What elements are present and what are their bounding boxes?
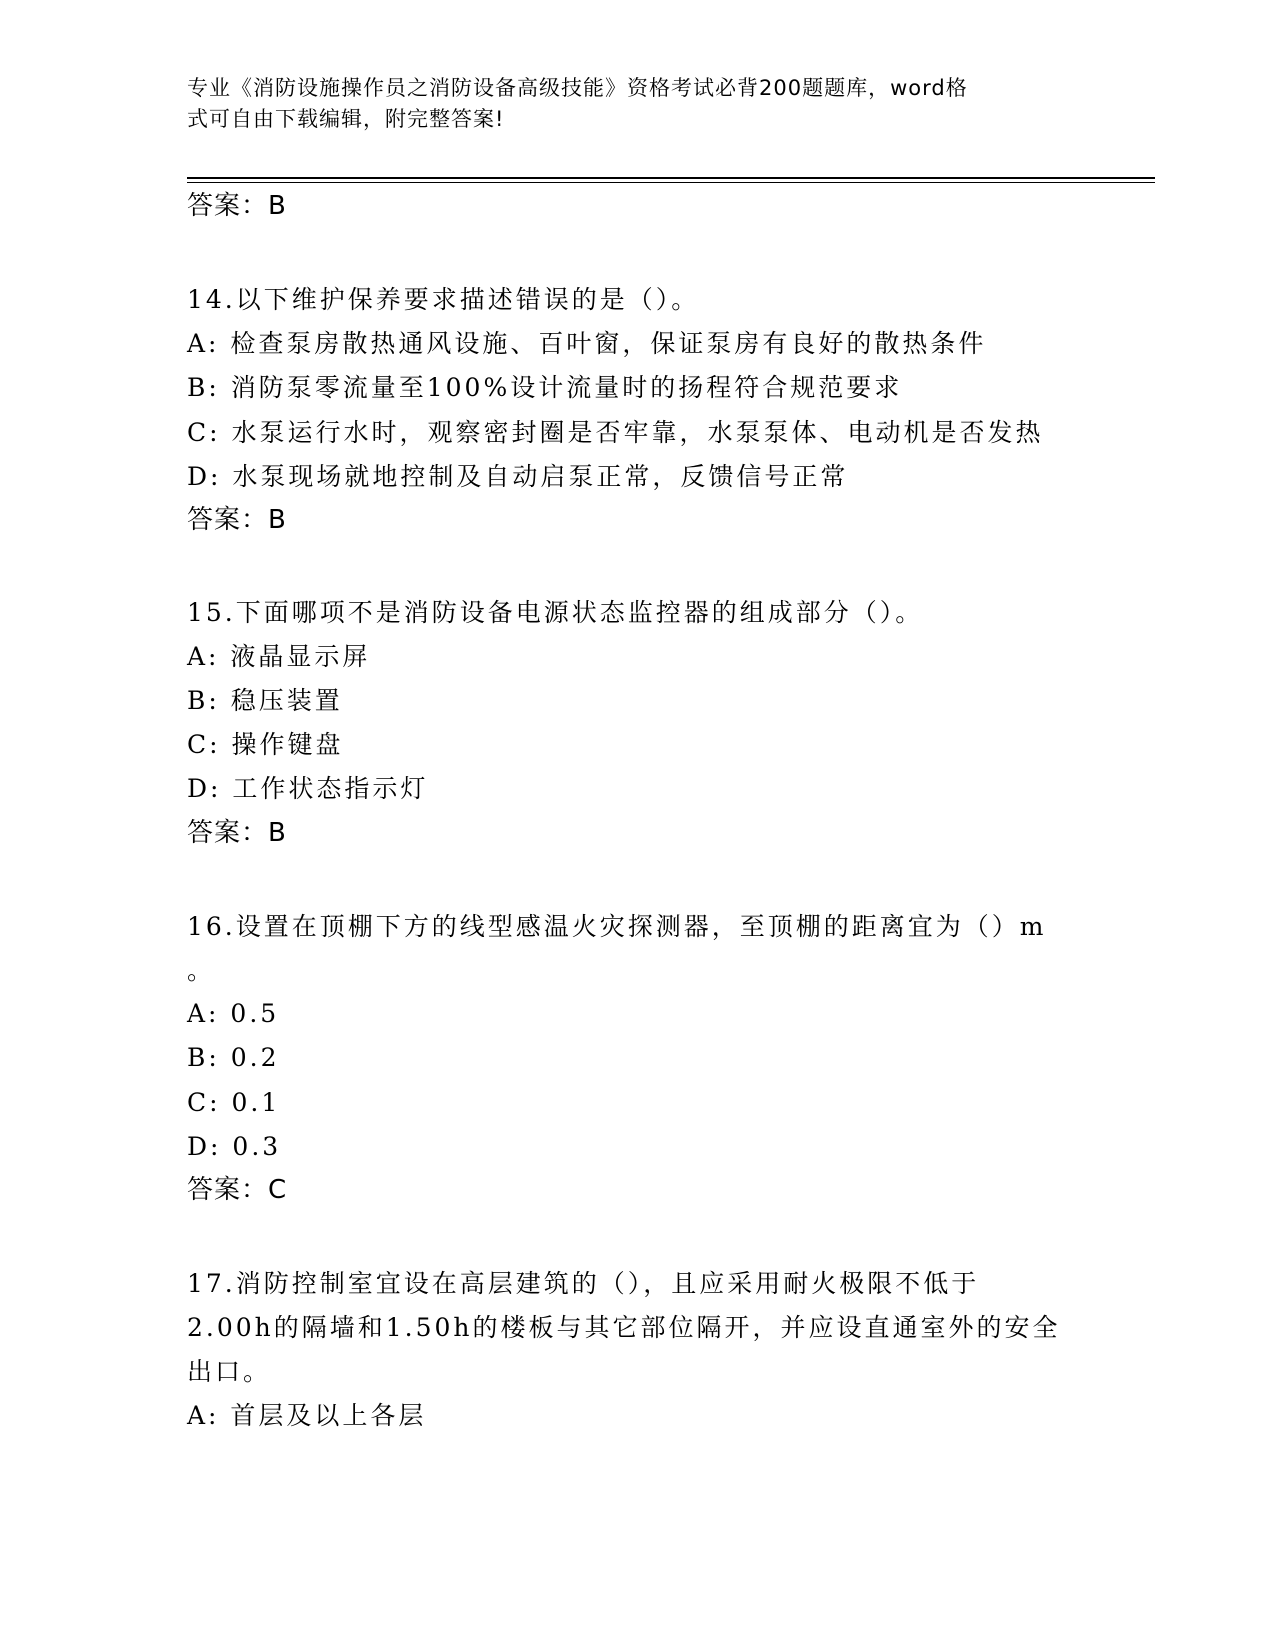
question-17-stem-line-3: 出口。 bbox=[187, 1357, 272, 1386]
question-14-option-b: B: 消防泵零流量至100%设计流量时的扬程符合规范要求 bbox=[187, 373, 903, 402]
question-16-stem-line-1: 16.设置在顶棚下方的线型感温火灾探测器，至顶棚的距离宜为（）m bbox=[187, 912, 1047, 941]
question-14-answer: 答案：B bbox=[187, 505, 287, 535]
question-16-option-a: A: 0.5 bbox=[187, 999, 280, 1028]
question-15-option-b: B: 稳压装置 bbox=[187, 686, 343, 715]
question-15-option-a: A: 液晶显示屏 bbox=[187, 642, 371, 671]
header-rule-thin bbox=[187, 182, 1155, 183]
question-16-stem-line-2: 。 bbox=[187, 956, 216, 985]
question-15-option-d: D: 工作状态指示灯 bbox=[187, 774, 429, 803]
answer-prev: 答案：B bbox=[187, 191, 287, 221]
question-16-option-c: C: 0.1 bbox=[187, 1088, 281, 1117]
question-16-option-b: B: 0.2 bbox=[187, 1043, 280, 1072]
question-15-option-c: C: 操作键盘 bbox=[187, 730, 344, 759]
question-14-option-c: C: 水泵运行水时，观察密封圈是否牢靠，水泵泵体、电动机是否发热 bbox=[187, 418, 1044, 447]
question-17-stem-line-1: 17.消防控制室宜设在高层建筑的（），且应采用耐火极限不低于 bbox=[187, 1269, 980, 1298]
question-14-option-d: D: 水泵现场就地控制及自动启泵正常，反馈信号正常 bbox=[187, 462, 849, 491]
page-header bbox=[187, 73, 1087, 135]
question-15-stem: 15.下面哪项不是消防设备电源状态监控器的组成部分（）。 bbox=[187, 598, 924, 627]
question-17-option-a: A: 首层及以上各层 bbox=[187, 1401, 427, 1430]
question-14-option-a: A: 检查泵房散热通风设施、百叶窗，保证泵房有良好的散热条件 bbox=[187, 329, 987, 358]
question-15-answer: 答案：B bbox=[187, 818, 287, 848]
header-rule-thick bbox=[187, 177, 1155, 179]
question-14-stem: 14.以下维护保养要求描述错误的是（）。 bbox=[187, 285, 700, 314]
header-line-2: 式可自由下载编辑，附完整答案! bbox=[187, 107, 505, 131]
question-16-option-d: D: 0.3 bbox=[187, 1132, 282, 1161]
question-16-answer: 答案：C bbox=[187, 1175, 288, 1205]
header-line-1: 专业《消防设施操作员之消防设备高级技能》资格考试必背200题题库，word格 bbox=[187, 76, 968, 100]
question-17-stem-line-2: 2.00h的隔墙和1.50h的楼板与其它部位隔开，并应设直通室外的安全 bbox=[187, 1313, 1061, 1342]
